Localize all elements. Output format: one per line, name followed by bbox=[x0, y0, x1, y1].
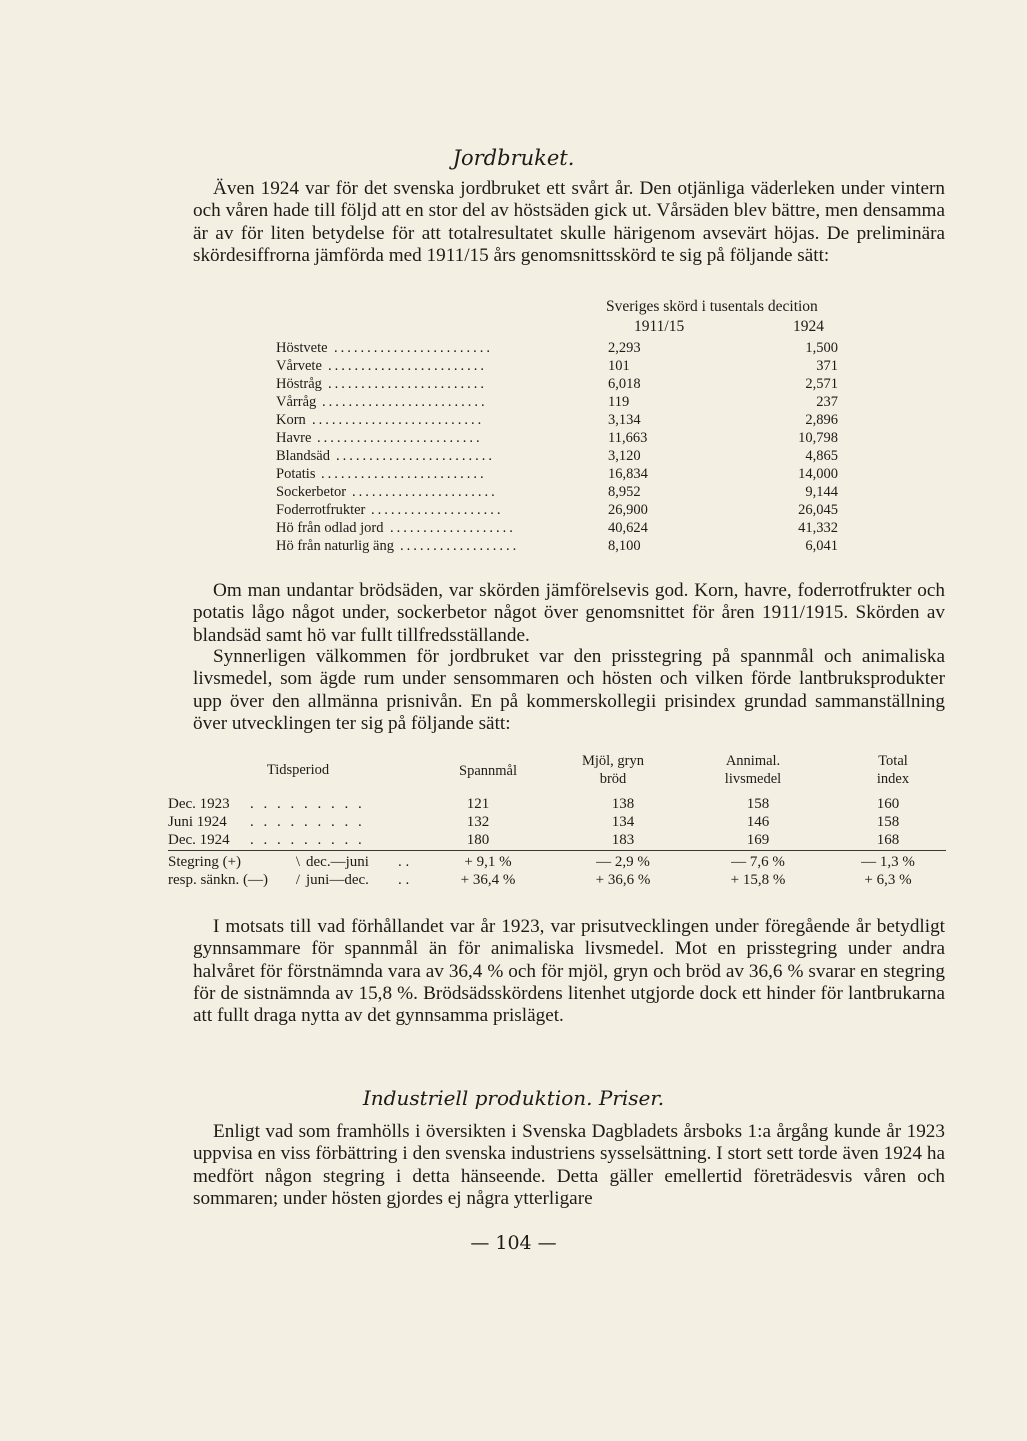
harvest-col-1924: 1924 bbox=[793, 318, 824, 335]
paragraph-2: Om man undantar brödsäden, var skörden jämförelsevis god. Korn, havre, foderrotfrukter och potatis lågo något under, sockerbetor något över genomsnittet för åren 1911/1915. Skörden av blandsäd samt hö var fullt tillfredsställande. bbox=[193, 580, 945, 646]
value-1911-15: 8,100 bbox=[608, 538, 641, 554]
leader-dots: . . . . . . . . . bbox=[250, 796, 365, 812]
harvest-row bbox=[276, 484, 856, 502]
harvest-table-caption: Sveriges skörd i tusentals decition bbox=[606, 298, 818, 315]
leader-dots: ........................ bbox=[336, 448, 495, 464]
bracket-mark: \ bbox=[295, 854, 301, 870]
leader-dots: ........................ bbox=[328, 358, 487, 374]
animal-cell: 169 bbox=[746, 832, 770, 848]
crop-name: Blandsäd bbox=[276, 448, 330, 464]
value-1924: 26,045 bbox=[798, 502, 838, 518]
leader-dots: ................... bbox=[390, 520, 516, 536]
header-flour-2: bröd bbox=[599, 771, 627, 787]
crop-name: Foderrotfrukter bbox=[276, 502, 366, 518]
crop-name: Hö från naturlig äng bbox=[276, 538, 394, 554]
total-cell: 160 bbox=[876, 796, 900, 812]
period-cell: Juni 1924 bbox=[168, 814, 227, 830]
period-cell: Dec. 1923 bbox=[168, 796, 230, 812]
crop-name: Sockerbetor bbox=[276, 484, 347, 500]
leader-dots: .................. bbox=[400, 538, 520, 554]
total-change: + 6,3 % bbox=[864, 872, 912, 888]
crop-name: Havre bbox=[276, 430, 312, 446]
leader-dots: .................... bbox=[371, 502, 504, 518]
value-1924: 4,865 bbox=[805, 448, 838, 464]
flour-cell: 183 bbox=[611, 832, 635, 848]
value-1911-15: 26,900 bbox=[608, 502, 648, 518]
value-1924: 9,144 bbox=[805, 484, 838, 500]
flour-change: — 2,9 % bbox=[596, 854, 650, 870]
harvest-row bbox=[276, 502, 856, 520]
harvest-row bbox=[276, 340, 856, 358]
leader-dots: . . . . . . . . . bbox=[250, 832, 365, 848]
value-1911-15: 40,624 bbox=[608, 520, 648, 536]
paragraph-3: Synnerligen välkommen för jordbruket var den prisstegring på spannmål och animaliska livsmedel, som ägde rum under sensommaren och hösten och vilken förde lantbruksprodukter upp över den allmänna prisnivån. En på kommerskollegii prisindex grundad sammanställning över utvecklingen ter sig på följande sätt: bbox=[193, 646, 945, 734]
crop-name: Korn bbox=[276, 412, 306, 428]
value-1924: 14,000 bbox=[798, 466, 838, 482]
leader-dots: . . . . . . . . . bbox=[250, 814, 365, 830]
grain-change: + 9,1 % bbox=[464, 854, 512, 870]
value-1924: 237 bbox=[816, 394, 838, 410]
value-1911-15: 6,018 bbox=[608, 376, 641, 392]
harvest-row bbox=[276, 358, 856, 376]
leader-dots: ...................... bbox=[352, 484, 498, 500]
value-1911-15: 3,134 bbox=[608, 412, 641, 428]
header-animal-2: livsmedel bbox=[724, 771, 782, 787]
table-rule bbox=[168, 850, 946, 851]
intro-paragraph: Även 1924 var för det svenska jordbruket ett svårt år. Den otjänliga väderleken under vintern och våren hade till följd att en stor del av höstsäden gick ut. Vårsäden blev bättre, men densamma är av för liten betydelse för att totalresultatet skulle härigenom avsevärt höjas. De preliminära skördesiffrorna jämförda med 1911/15 års genomsnittsskörd te sig på följande sätt: bbox=[193, 178, 945, 266]
leader-dots: . . bbox=[398, 854, 410, 870]
harvest-row bbox=[276, 430, 856, 448]
leader-dots: ......................... bbox=[322, 394, 488, 410]
total-cell: 168 bbox=[876, 832, 900, 848]
value-1924: 1,500 bbox=[805, 340, 838, 356]
value-1924: 10,798 bbox=[798, 430, 838, 446]
paragraph-5: Enligt vad som framhölls i översikten i Svenska Dagbladets årsboks 1:a årgång kunde år 1923 uppvisa en viss förbättring i den svenska industriens sysselsättning. I stort sett torde även 1924 ha medfört någon stegring i detta hänseende. Detta gäller emellertid företrädesvis våren och sommaren; under hösten gjordes ej några ytterligare bbox=[193, 1121, 945, 1209]
change-row bbox=[168, 872, 938, 890]
harvest-row bbox=[276, 538, 856, 556]
flour-cell: 134 bbox=[611, 814, 635, 830]
flour-cell: 138 bbox=[611, 796, 635, 812]
grain-cell: 132 bbox=[466, 814, 490, 830]
period-cell: Dec. 1924 bbox=[168, 832, 230, 848]
bracket-mark: / bbox=[295, 872, 301, 888]
value-1911-15: 2,293 bbox=[608, 340, 641, 356]
value-1911-15: 101 bbox=[608, 358, 630, 374]
change-label: Stegring (+) bbox=[168, 854, 242, 870]
total-change: — 1,3 % bbox=[861, 854, 915, 870]
harvest-row bbox=[276, 520, 856, 538]
crop-name: Vårråg bbox=[276, 394, 317, 410]
value-1924: 2,896 bbox=[805, 412, 838, 428]
value-1924: 2,571 bbox=[805, 376, 838, 392]
header-grain: Spannmål bbox=[459, 763, 517, 779]
harvest-row bbox=[276, 394, 856, 412]
leader-dots: ......................... bbox=[321, 466, 487, 482]
section-title-jordbruket: Jordbruket. bbox=[452, 146, 575, 170]
header-total-2: index bbox=[876, 771, 910, 787]
animal-change: + 15,8 % bbox=[730, 872, 786, 888]
leader-dots: .......................... bbox=[312, 412, 485, 428]
grain-change: + 36,4 % bbox=[460, 872, 516, 888]
value-1924: 371 bbox=[816, 358, 838, 374]
leader-dots: ........................ bbox=[334, 340, 493, 356]
animal-cell: 146 bbox=[746, 814, 770, 830]
price-row bbox=[168, 832, 938, 850]
grain-cell: 121 bbox=[466, 796, 490, 812]
crop-name: Höstråg bbox=[276, 376, 322, 392]
value-1924: 41,332 bbox=[798, 520, 838, 536]
change-label: resp. sänkn. (—) bbox=[168, 872, 268, 888]
grain-cell: 180 bbox=[466, 832, 490, 848]
flour-change: + 36,6 % bbox=[595, 872, 651, 888]
crop-name: Höstvete bbox=[276, 340, 328, 356]
harvest-row bbox=[276, 412, 856, 430]
crop-name: Vårvete bbox=[276, 358, 322, 374]
value-1911-15: 11,663 bbox=[608, 430, 648, 446]
value-1911-15: 3,120 bbox=[608, 448, 641, 464]
price-row bbox=[168, 796, 938, 814]
value-1911-15: 16,834 bbox=[608, 466, 648, 482]
harvest-row bbox=[276, 466, 856, 484]
page-number: — 104 — bbox=[470, 1232, 557, 1254]
value-1911-15: 119 bbox=[608, 394, 630, 410]
harvest-row bbox=[276, 376, 856, 394]
animal-change: — 7,6 % bbox=[731, 854, 785, 870]
change-range: dec.—juni bbox=[306, 854, 369, 870]
header-period: Tidsperiod bbox=[266, 762, 330, 778]
value-1924: 6,041 bbox=[805, 538, 838, 554]
total-cell: 158 bbox=[876, 814, 900, 830]
leader-dots: ........................ bbox=[328, 376, 487, 392]
harvest-col-1911-15: 1911/15 bbox=[634, 318, 685, 335]
section-title-industriell: Industriell produktion. Priser. bbox=[362, 1086, 665, 1110]
change-range: juni—dec. bbox=[306, 872, 369, 888]
animal-cell: 158 bbox=[746, 796, 770, 812]
harvest-row bbox=[276, 448, 856, 466]
price-row bbox=[168, 814, 938, 832]
header-total-1: Total bbox=[878, 753, 908, 769]
leader-dots: . . bbox=[398, 872, 410, 888]
header-flour-1: Mjöl, gryn bbox=[581, 753, 645, 769]
crop-name: Potatis bbox=[276, 466, 316, 482]
leader-dots: ......................... bbox=[317, 430, 483, 446]
crop-name: Hö från odlad jord bbox=[276, 520, 384, 536]
paragraph-4: I motsats till vad förhållandet var år 1923, var prisutvecklingen under föregående år betydligt gynnsammare för spannmål än för animaliska livsmedel. Mot en prisstegring under andra halvåret för förstnämnda vara av 36,4 % och för mjöl, gryn och bröd av 36,6 % svarar en stegring för de sistnämnda av 15,8 %. Brödsädsskördens litenhet utgjorde dock ett hinder för lantbrukarna att fullt draga nytta av det gynnsamma prisläget. bbox=[193, 916, 945, 1027]
change-row bbox=[168, 854, 938, 872]
header-animal-1: Annimal. bbox=[725, 753, 781, 769]
value-1911-15: 8,952 bbox=[608, 484, 641, 500]
